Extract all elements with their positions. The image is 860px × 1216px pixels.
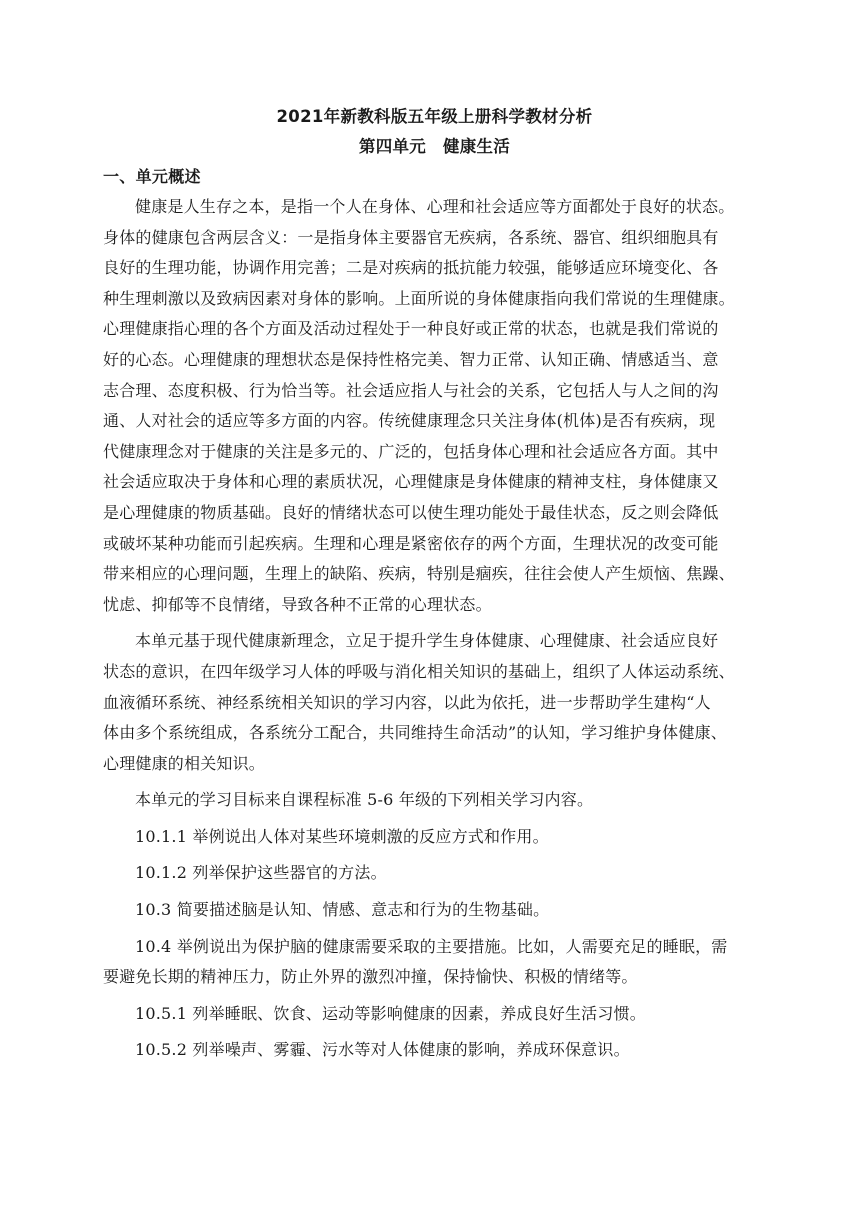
paragraph-line: 健康是人生存之本，是指一个人在身体、心理和社会适应等方面都处于良好的状态。 bbox=[135, 197, 735, 216]
learning-goal-intro: 本单元的学习目标来自课程标准 5-6 年级的下列相关学习内容。 bbox=[135, 790, 594, 810]
paragraph-line: 状态的意识，在四年级学习人体的呼吸与消化相关知识的基础上，组织了人体运动系统、 bbox=[103, 661, 735, 681]
paragraph-line: 心理健康指心理的各个方面及活动过程处于一种良好或正常的状态，也就是我们常说的 bbox=[103, 319, 719, 339]
overview-paragraph-1 bbox=[103, 192, 766, 620]
paragraph-line: 10.4 举例说出为保护脑的健康需要采取的主要措施。比如，人需要充足的睡眠，需 bbox=[135, 936, 728, 956]
learning-goal-item: 10.5.2 列举噪声、雾霾、污水等对人体健康的影响，养成环保意识。 bbox=[135, 1040, 630, 1060]
paragraph-line: 体由多个系统组成，各系统分工配合，共同维持生命活动”的认知，学习维护身体健康、 bbox=[103, 723, 727, 743]
learning-goal-item: 10.5.1 列举睡眠、饮食、运动等影响健康的因素，养成良好生活习惯。 bbox=[135, 1003, 646, 1023]
paragraph-line: 通、人对社会的适应等多方面的内容。传统健康理念只关注身体(机体)是否有疾病，现 bbox=[103, 411, 716, 431]
paragraph-line: 种生理刺激以及致病因素对身体的影响。上面所说的身体健康指向我们常说的生理健康。 bbox=[103, 288, 735, 308]
learning-goal-item: 10.1.2 列举保护这些器官的方法。 bbox=[135, 863, 387, 883]
unit-subtitle: 第四单元 健康生活 bbox=[358, 137, 511, 156]
document-page bbox=[103, 102, 766, 1066]
learning-goal-item: 10.3 简要描述脑是认知、情感、意志和行为的生物基础。 bbox=[135, 900, 550, 920]
paragraph-line: 本单元基于现代健康新理念，立足于提升学生身体健康、心理健康、社会适应良好 bbox=[135, 631, 719, 651]
paragraph-line: 代健康理念对于健康的关注是多元的、广泛的，包括身体心理和社会适应各方面。其中 bbox=[103, 441, 719, 461]
paragraph-line: 良好的生理功能，协调作用完善；二是对疾病的抵抗能力较强，能够适应环境变化、各 bbox=[103, 258, 719, 278]
paragraph-line: 心理健康的相关知识。 bbox=[103, 753, 266, 773]
learning-goal-item bbox=[103, 932, 766, 993]
paragraph-line: 身体的健康包含两层含义：一是指身体主要器官无疾病，各系统、器官、组织细胞具有 bbox=[103, 227, 719, 247]
paragraph-line: 要避免长期的精神压力，防止外界的激烈冲撞，保持愉快、积极的情绪等。 bbox=[103, 967, 638, 987]
overview-paragraph-2 bbox=[103, 626, 766, 779]
paragraph-line: 或破坏某种功能而引起疾病。生理和心理是紧密依存的两个方面，生理状况的改变可能 bbox=[103, 533, 719, 553]
learning-goal-item: 10.1.1 举例说出人体对某些环境刺激的反应方式和作用。 bbox=[135, 826, 549, 846]
paragraph-line: 社会适应取决于身体和心理的素质状况，心理健康是身体健康的精神支柱，身体健康又 bbox=[103, 472, 719, 492]
paragraph-line: 忧虑、抑郁等不良情绪，导致各种不正常的心理状态。 bbox=[103, 594, 492, 614]
paragraph-line: 好的心态。心理健康的理想状态是保持性格完美、智力正常、认知正确、情感适当、意 bbox=[103, 349, 719, 369]
section-heading: 一、单元概述 bbox=[103, 167, 201, 186]
paragraph-line: 志合理、态度积极、行为恰当等。社会适应指人与社会的关系，它包括人与人之间的沟 bbox=[103, 380, 719, 400]
paragraph-line: 是心理健康的物质基础。良好的情绪状态可以使生理功能处于最佳状态，反之则会降低 bbox=[103, 502, 719, 522]
document-title: 2021年新教科版五年级上册科学教材分析 bbox=[276, 107, 593, 126]
paragraph-line: 血液循环系统、神经系统相关知识的学习内容，以此为依托，进一步帮助学生建构“人 bbox=[103, 692, 711, 712]
paragraph-line: 带来相应的心理问题，生理上的缺陷、疾病，特别是痼疾，往往会使人产生烦恼、焦躁、 bbox=[103, 564, 735, 584]
